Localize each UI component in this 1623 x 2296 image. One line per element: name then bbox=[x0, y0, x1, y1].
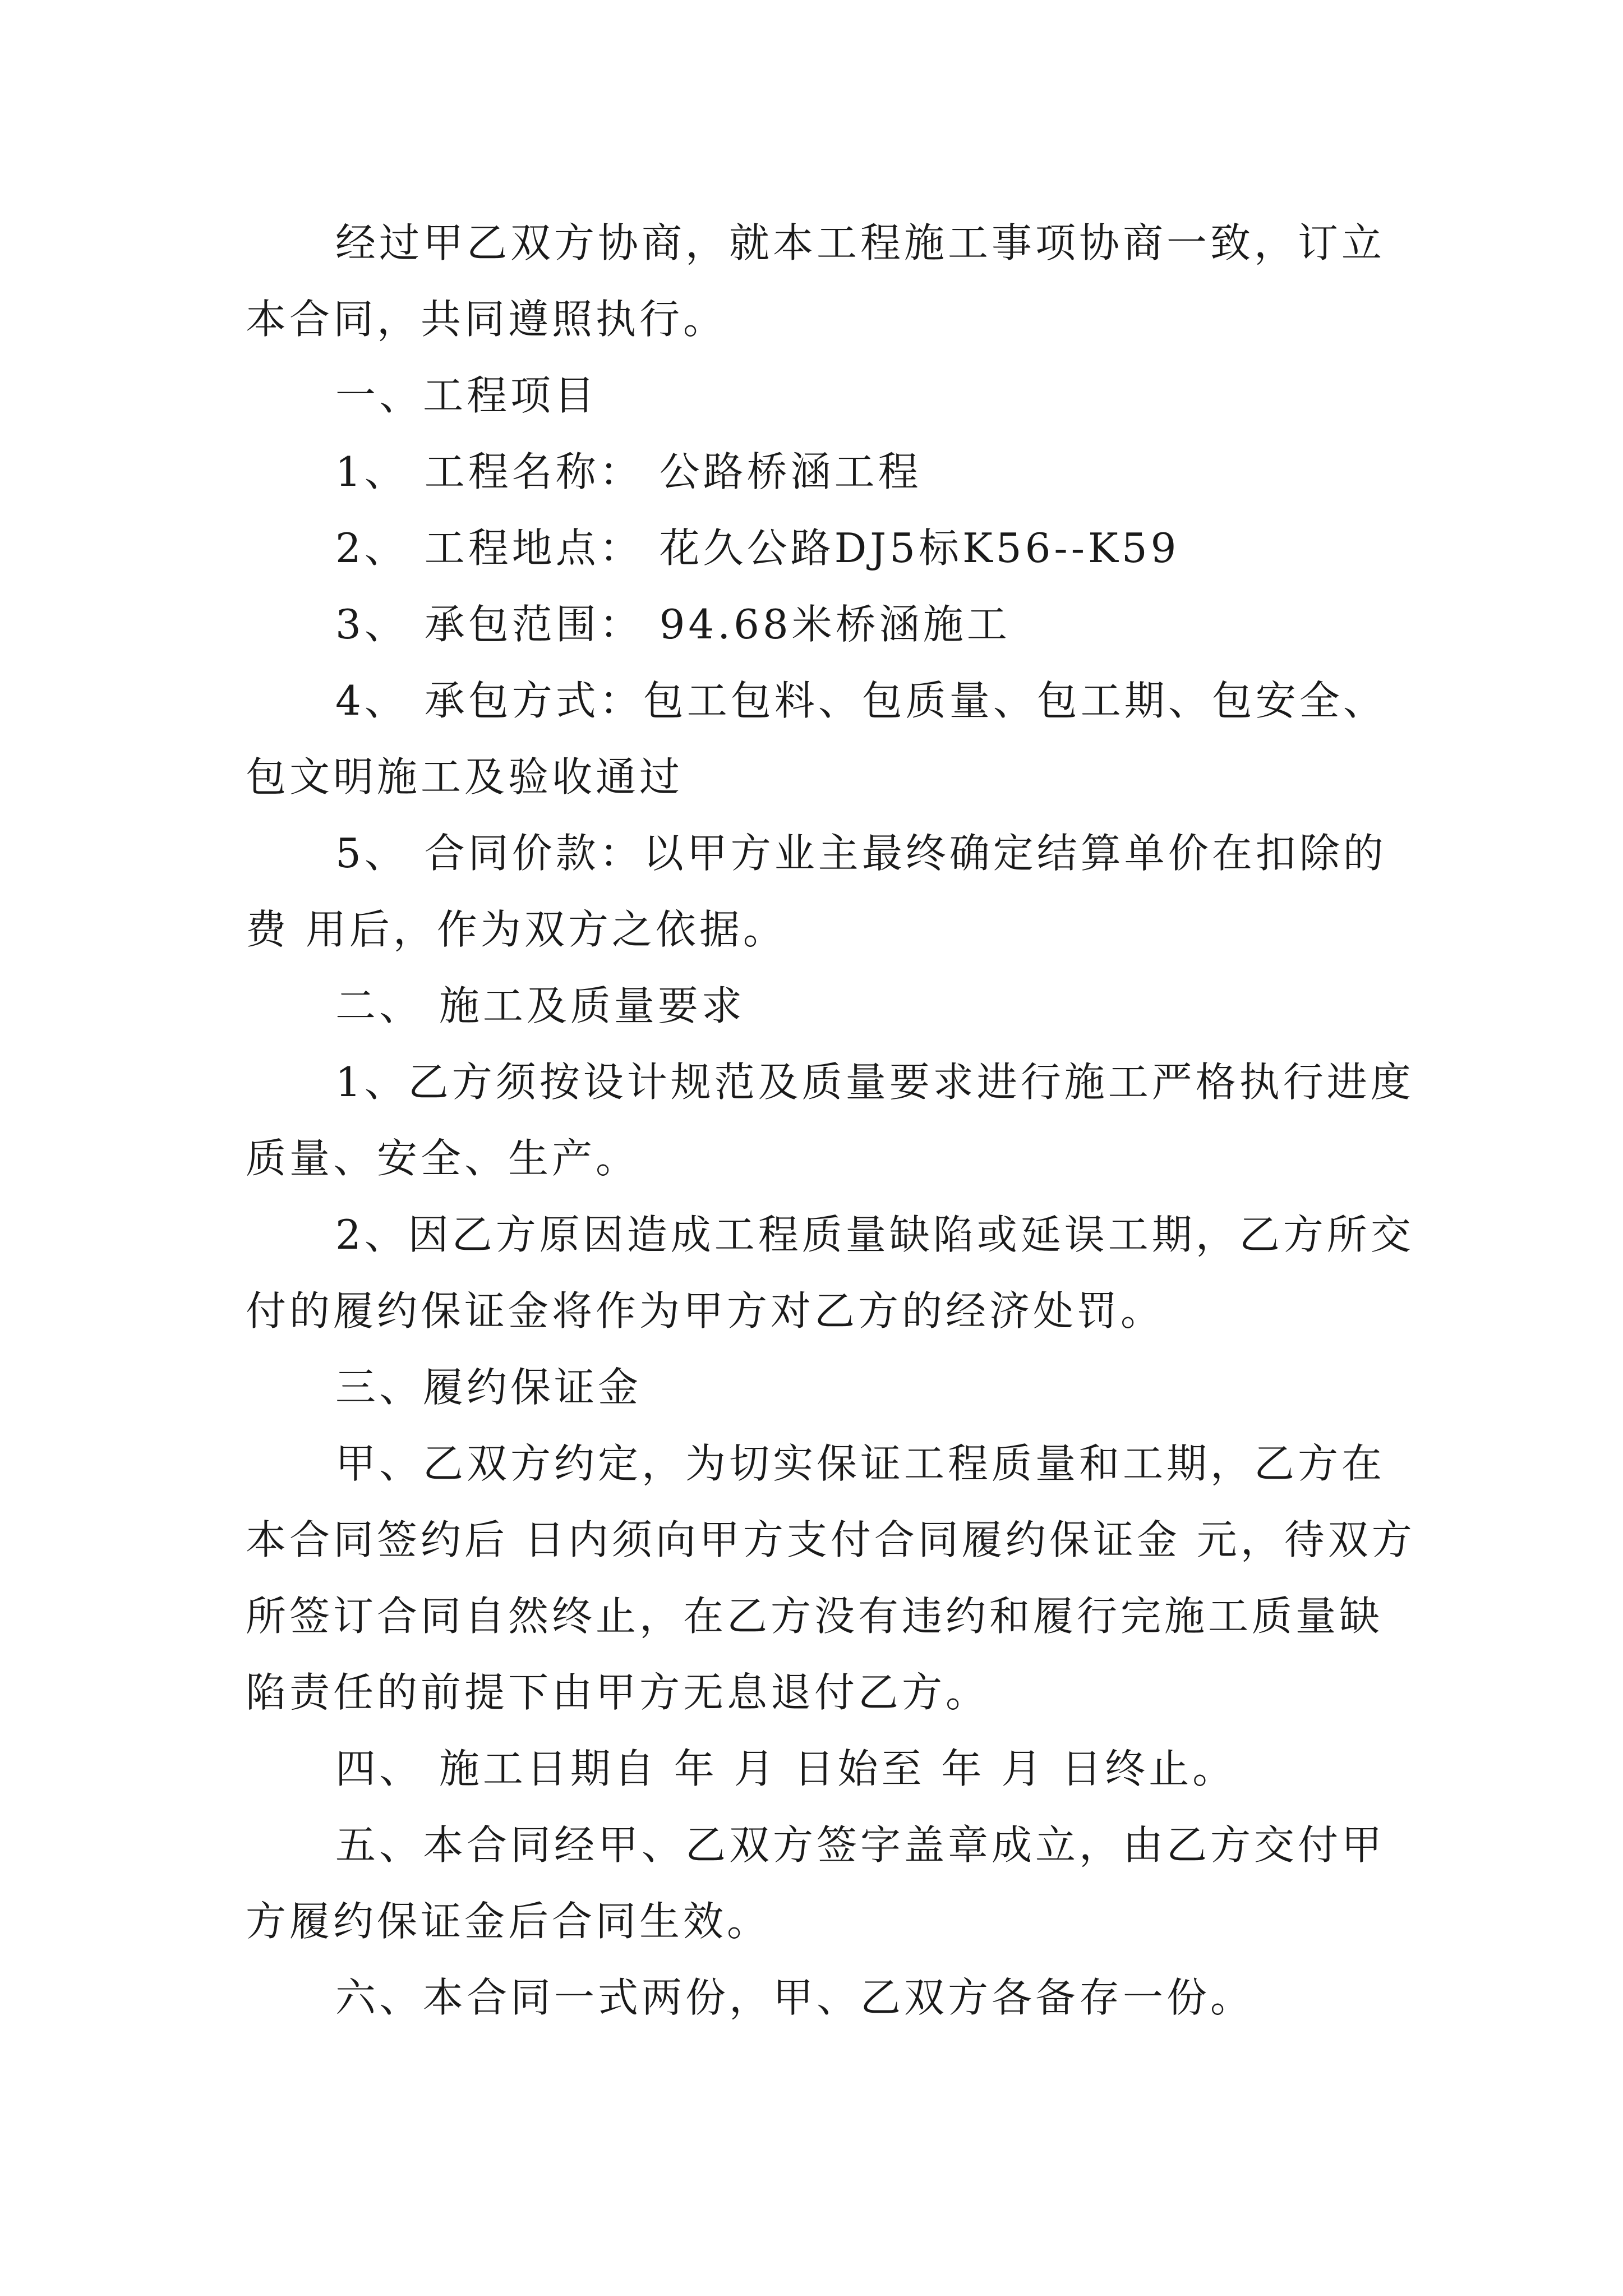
clause-period: 四、 施工日期自 年 月 日始至 年 月 日终止。 bbox=[335, 1745, 1237, 1792]
clause-effective: 五、本合同经甲、乙双方签字盖章成立，由乙方交付甲方履约保证金后合同生效。 bbox=[246, 1821, 1386, 1945]
heading-quality: 二、 施工及质量要求 bbox=[335, 982, 745, 1029]
item-contract-price: 5、 合同价款：以甲方业主最终确定结算单价在扣除的费 用后，作为双方之依据。 bbox=[246, 830, 1387, 953]
item-contract-scope: 3、 承包范围： 94.68米桥涵施工 bbox=[335, 601, 1011, 648]
paragraph-deposit: 甲、乙双方约定，为切实保证工程质量和工期，乙方在本合同签约后 日内须向甲方支付合同履约保证金 元，待双方所签订合同自然终止，在乙方没有违约和履行完施工质量缺陷责任的前提下由甲方无息退付乙方。 bbox=[246, 1440, 1415, 1716]
item-quality-1: 1、乙方须按设计规范及质量要求进行施工严格执行进度质量、安全、生产。 bbox=[246, 1059, 1414, 1182]
item-project-location: 2、 工程地点： 花久公路DJ5标K56--K59 bbox=[335, 524, 1180, 572]
paragraph-intro: 经过甲乙双方协商，就本工程施工事项协商一致，订立本合同，共同遵照执行。 bbox=[246, 219, 1386, 343]
item-quality-2: 2、因乙方原因造成工程质量缺陷或延误工期，乙方所交付的履约保证金将作为甲方对乙方的经济处罚。 bbox=[246, 1211, 1414, 1335]
heading-project: 一、工程项目 bbox=[335, 372, 598, 419]
contract-body bbox=[246, 205, 1418, 2036]
heading-deposit: 三、履约保证金 bbox=[335, 1364, 642, 1411]
clause-copies: 六、本合同一式两份，甲、乙双方各备存一份。 bbox=[335, 1974, 1255, 2021]
item-project-name: 1、 工程名称： 公路桥涵工程 bbox=[335, 448, 922, 495]
item-contract-method: 4、 承包方式：包工包料、包质量、包工期、包安全、包文明施工及验收通过 bbox=[246, 677, 1387, 800]
